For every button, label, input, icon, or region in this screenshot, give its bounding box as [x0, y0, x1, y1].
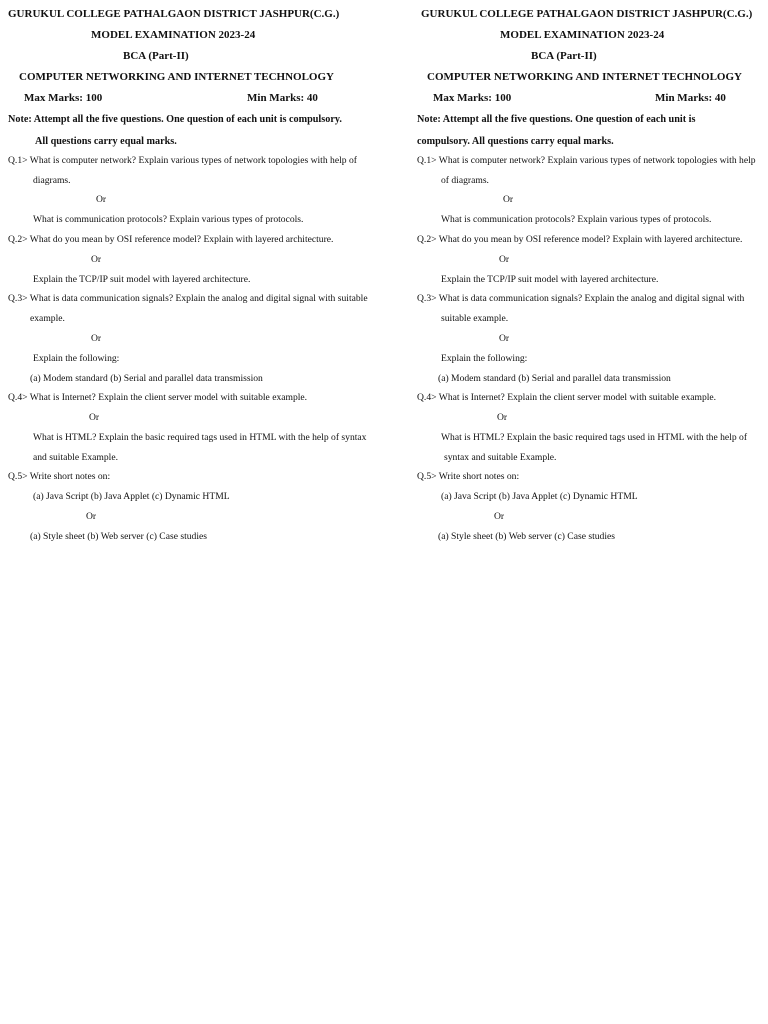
question-4a: Q.4> What is Internet? Explain the client server model with suitable example.	[8, 392, 308, 403]
question-3b-options: (a) Modem standard (b) Serial and parallel data transmission	[438, 373, 671, 384]
max-marks: Max Marks: 100	[433, 92, 512, 104]
question-3a-cont: example.	[30, 313, 65, 324]
subject-title: COMPUTER NETWORKING AND INTERNET TECHNOLOGY	[19, 71, 334, 83]
instructions-note-cont: All questions carry equal marks.	[35, 136, 177, 147]
or-separator: Or	[89, 412, 100, 423]
college-name: GURUKUL COLLEGE PATHALGAON DISTRICT JASHPUR(C.G.)	[8, 8, 340, 20]
question-3a-cont: suitable example.	[441, 313, 509, 324]
or-separator: Or	[91, 333, 102, 344]
college-name: GURUKUL COLLEGE PATHALGAON DISTRICT JASHPUR(C.G.)	[421, 8, 753, 20]
exam-title: MODEL EXAMINATION 2023-24	[500, 29, 665, 41]
instructions-note-cont: compulsory. All questions carry equal marks.	[417, 136, 614, 147]
question-4b: What is HTML? Explain the basic required tags used in HTML with the help of syntax	[33, 432, 367, 443]
question-3b: Explain the following:	[441, 353, 528, 364]
subject-title: COMPUTER NETWORKING AND INTERNET TECHNOLOGY	[427, 71, 742, 83]
class-name: BCA (Part-II)	[123, 50, 189, 62]
question-3a: Q.3> What is data communication signals? Explain the analog and digital signal with suitable	[8, 293, 368, 304]
question-5b-options: (a) Style sheet (b) Web server (c) Case studies	[438, 531, 616, 542]
question-5a-options: (a) Java Script (b) Java Applet (c) Dynamic HTML	[33, 491, 230, 502]
question-4b-cont: syntax and suitable Example.	[444, 452, 557, 463]
question-5-heading: Q.5> Write short notes on:	[417, 471, 520, 482]
or-separator: Or	[497, 412, 508, 423]
or-separator: Or	[499, 254, 510, 265]
question-1b: What is communication protocols? Explain various types of protocols.	[33, 214, 304, 225]
question-2b: Explain the TCP/IP suit model with layered architecture.	[33, 274, 251, 285]
question-1a: Q.1> What is computer network? Explain various types of network topologies with help	[417, 155, 756, 166]
question-1a: Q.1> What is computer network? Explain various types of network topologies with help of	[8, 155, 357, 166]
question-1b: What is communication protocols? Explain various types of protocols.	[441, 214, 712, 225]
or-separator: Or	[499, 333, 510, 344]
class-name: BCA (Part-II)	[531, 50, 597, 62]
or-separator: Or	[91, 254, 102, 265]
question-1a-cont: diagrams.	[33, 175, 71, 186]
max-marks: Max Marks: 100	[24, 92, 103, 104]
min-marks: Min Marks: 40	[655, 92, 726, 104]
or-separator: Or	[96, 194, 107, 205]
question-5a-options: (a) Java Script (b) Java Applet (c) Dynamic HTML	[441, 491, 638, 502]
question-3a: Q.3> What is data communication signals? Explain the analog and digital signal with	[417, 293, 745, 304]
question-5-heading: Q.5> Write short notes on:	[8, 471, 111, 482]
question-2b: Explain the TCP/IP suit model with layered architecture.	[441, 274, 659, 285]
question-3b-options: (a) Modem standard (b) Serial and parallel data transmission	[30, 373, 263, 384]
question-4b-cont: and suitable Example.	[33, 452, 118, 463]
question-2a: Q.2> What do you mean by OSI reference model? Explain with layered architecture.	[8, 234, 334, 245]
question-3b: Explain the following:	[33, 353, 120, 364]
min-marks: Min Marks: 40	[247, 92, 318, 104]
question-2a: Q.2> What do you mean by OSI reference model? Explain with layered architecture.	[417, 234, 743, 245]
exam-title: MODEL EXAMINATION 2023-24	[91, 29, 256, 41]
instructions-note: Note: Attempt all the five questions. One question of each unit is	[417, 114, 696, 125]
or-separator: Or	[494, 511, 505, 522]
question-4a: Q.4> What is Internet? Explain the client server model with suitable example.	[417, 392, 717, 403]
or-separator: Or	[503, 194, 514, 205]
question-4b: What is HTML? Explain the basic required tags used in HTML with the help of	[441, 432, 748, 443]
or-separator: Or	[86, 511, 97, 522]
question-1a-cont: of diagrams.	[441, 175, 489, 186]
question-5b-options: (a) Style sheet (b) Web server (c) Case studies	[30, 531, 208, 542]
instructions-note: Note: Attempt all the five questions. One question of each unit is compulsory.	[8, 114, 342, 125]
